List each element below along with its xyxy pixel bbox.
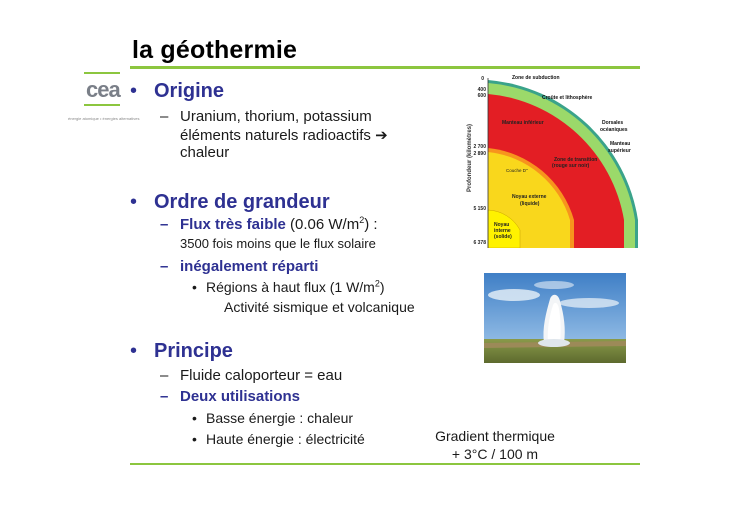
label-layer-d: Couche D'' [506,168,528,173]
depth-tick: 0 [481,76,484,82]
bottom-divider [130,463,640,465]
top-divider [130,66,640,69]
label-inner-core: interne [494,228,511,234]
label-upper-mantle: Manteau [610,141,631,147]
depth-tick: 2 700 [473,144,486,150]
label-inner-core: Noyau [494,222,510,228]
label-ridges: océaniques [600,127,628,133]
label-outer-core: Noyau externe [512,194,547,200]
logo-top-line [84,72,120,74]
depth-axis-label: Profondeur (kilomètres) [467,123,473,192]
sub-list-item-cont: Activité sismique et volcanique [224,299,415,315]
label-ridges: Dorsales [602,120,624,126]
bullet-icon: • [130,80,138,102]
label-upper-mantle: supérieur [608,148,631,154]
heading-principe: • Principe [130,340,233,362]
dash-icon: – [160,367,169,384]
sub-list-item: • Régions à haut flux (1 $W/m^2$) [192,278,385,295]
label-outer-core: (liquide) [520,201,540,207]
gradient-caption [420,427,570,463]
slide-title: la géothermie [132,36,298,64]
list-item: – inégalement réparti [160,258,319,275]
list-item: – Deux utilisations [160,388,301,405]
caption-line: + 3°C / 100 m [451,446,539,462]
depth-tick: 400 [477,87,486,93]
label-transition: Zone de transition [554,157,598,163]
label-inner-core: (solide) [494,234,512,240]
depth-tick: 600 [477,93,486,99]
sub-list-item: • Haute énergie : électricité [192,431,365,447]
caption-line: Gradient thermique [435,428,555,444]
list-item: – Fluide caloporteur = eau [160,367,343,384]
label-transition: (rouge sur noir) [552,163,590,169]
sub-list-item: • Basse énergie : chaleur [192,410,354,426]
heading-ordre-de-grandeur: • Ordre de grandeur [130,191,330,213]
dash-icon: – [160,216,169,233]
depth-tick: 6 378 [473,240,486,246]
depth-tick: 5 150 [473,206,486,212]
list-item-cont: éléments naturels radioactifs ➔ [180,127,388,144]
list-item-cont: 3500 fois moins que le flux solaire [180,236,376,251]
bullet-icon: • [192,410,197,426]
list-item-cont: chaleur [180,144,230,161]
earth-structure-diagram [462,70,638,248]
logo-tagline: énergie atomique • énergies alternatives [68,116,140,121]
dash-icon: – [160,258,169,275]
bullet-icon: • [192,279,197,295]
geyser-photo [484,273,626,363]
label-subduction: Zone de subduction [512,75,560,81]
bullet-icon: • [130,191,138,213]
cea-logo: cea [86,77,120,102]
label-lower-mantle: Manteau inférieur [502,120,544,126]
bullet-icon: • [130,340,138,362]
dash-icon: – [160,388,169,405]
heading-origine: • Origine [130,80,225,102]
list-item: – Flux très faible (0.06 $W/m^2$) : [160,215,378,233]
label-crust: Croûte et lithosphère [542,95,593,101]
dash-icon: – [160,108,169,125]
logo-bottom-line [84,104,120,106]
depth-tick: 2 890 [473,151,486,157]
list-item: – Uranium, thorium, potassium [160,108,372,125]
bullet-icon: • [192,431,197,447]
